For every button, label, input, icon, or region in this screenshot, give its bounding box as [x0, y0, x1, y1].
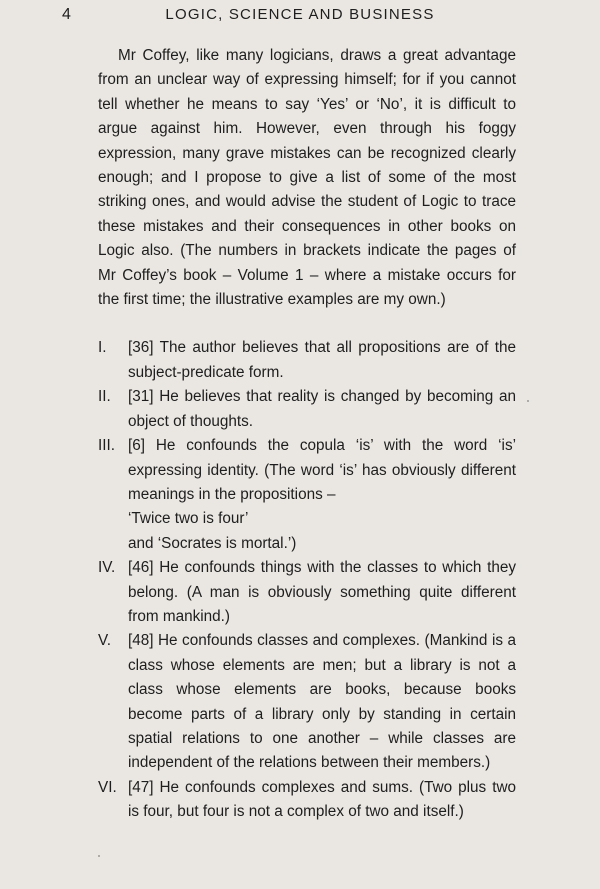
paper-speck: [98, 855, 100, 857]
item-number: I.: [98, 339, 107, 357]
item-number: VI.: [98, 778, 117, 796]
list-item: [98, 776, 516, 825]
item-number: III.: [98, 437, 115, 455]
example-proposition: and ‘Socrates is mortal.’): [128, 534, 297, 552]
item-text: [6] He confounds the copula ‘is’ with the word ‘is’ expressing identity. (The word ‘is’ has obviously different meanings in the propositions –: [128, 437, 516, 503]
item-number: IV.: [98, 559, 116, 577]
list-item: [98, 629, 516, 775]
list-item: [98, 385, 516, 434]
item-text: [46] He confounds things with the classes to which they belong. (A man is obviously something quite different from mankind.): [128, 559, 516, 625]
running-title: LOGIC, SCIENCE AND BUSINESS: [165, 6, 435, 23]
item-text: [36] The author believes that all propositions are of the subject-predicate form.: [128, 339, 516, 381]
page-body: [98, 44, 516, 825]
example-proposition: ‘Twice two is four’: [128, 510, 249, 528]
page-header: [0, 6, 600, 28]
item-text: [48] He confounds classes and complexes. (Mankind is a class whose elements are men; but a library is not a class whose elements are books, because books become parts of a library only by standing in certain spatial relations to one another – while classes are independent of the relations between their members.): [128, 632, 516, 772]
item-number: V.: [98, 632, 112, 650]
list-item: [98, 556, 516, 629]
mistakes-list: [98, 336, 516, 824]
page-number: 4: [62, 6, 71, 23]
list-item: [98, 336, 516, 385]
intro-paragraph: Mr Coffey, like many logicians, draws a great advantage from an unclear way of expressing himself; for if you cannot tell whether he means to say ‘Yes’ or ‘No’, it is difficult to argue against him. However, even through his foggy expression, many grave mistakes can be recognized clearly enough; and I propose to give a list of some of the most striking ones, and would advise the student of Logic to trace these mistakes and their consequences in other books on Logic also. (The numbers in brackets indicate the pages of Mr Coffey’s book – Volume 1 – where a mistake occurs for the first time; the illustrative examples are my own.): [98, 47, 516, 309]
list-item: [98, 434, 516, 556]
item-text: [47] He confounds complexes and sums. (Two plus two is four, but four is not a complex of two and itself.): [128, 778, 516, 821]
item-number: II.: [98, 388, 111, 406]
item-text: [31] He believes that reality is changed by becoming an object of thoughts.: [128, 388, 516, 430]
paper-speck: [527, 400, 529, 402]
